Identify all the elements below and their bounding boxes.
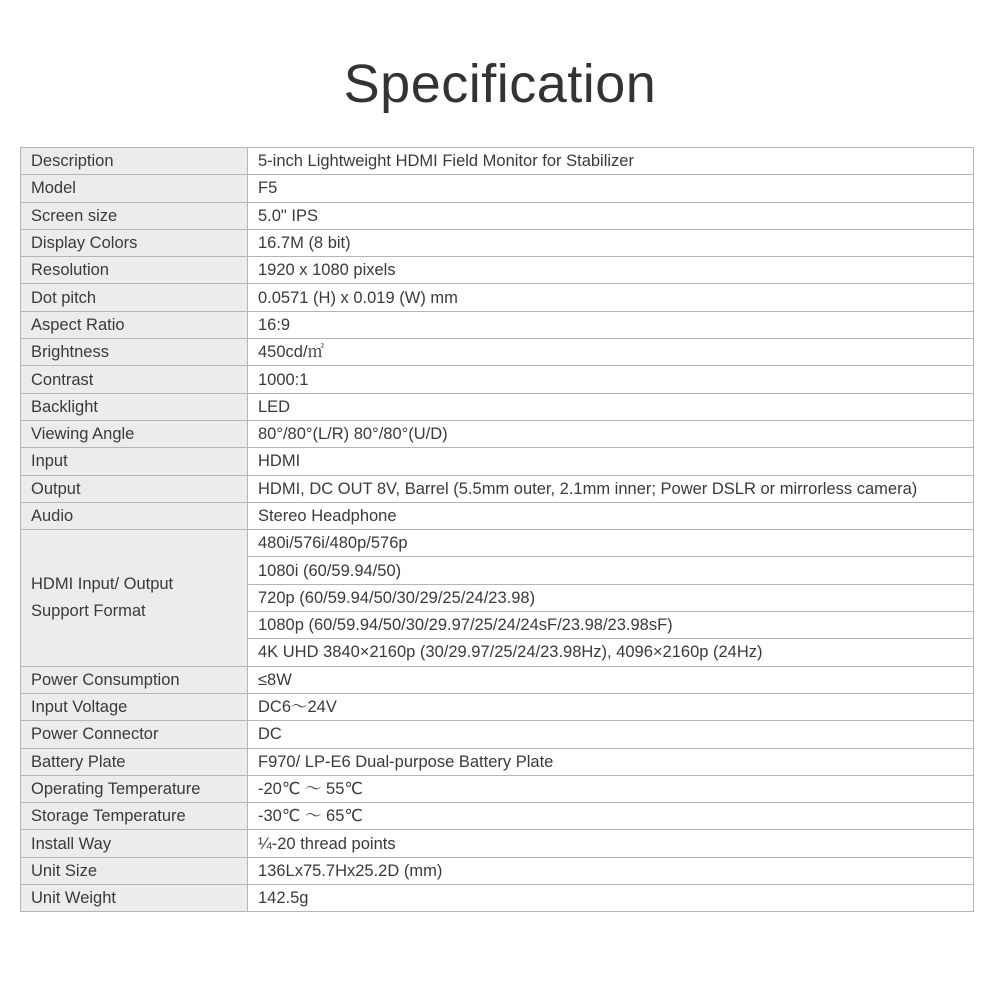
- table-row-hdmi-format: [21, 530, 974, 557]
- spec-label: Viewing Angle: [21, 420, 248, 447]
- spec-label: Power Consumption: [21, 666, 248, 693]
- spec-label: Output: [21, 475, 248, 502]
- spec-label-line: Support Format: [31, 601, 146, 620]
- spec-label: Install Way: [21, 830, 248, 857]
- spec-label: Resolution: [21, 257, 248, 284]
- spec-label: Aspect Ratio: [21, 311, 248, 338]
- spec-value: 1080p (60/59.94/50/30/29.97/25/24/24sF/23.98/23.98sF): [248, 612, 974, 639]
- spec-value: 720p (60/59.94/50/30/29/25/24/23.98): [248, 584, 974, 611]
- spec-value: 5-inch Lightweight HDMI Field Monitor for Stabilizer: [248, 148, 974, 175]
- spec-label: Input: [21, 448, 248, 475]
- spec-label: Brightness: [21, 339, 248, 366]
- spec-label: Audio: [21, 502, 248, 529]
- spec-value: 0.0571 (H) x 0.019 (W) mm: [248, 284, 974, 311]
- spec-value: HDMI: [248, 448, 974, 475]
- table-row-aspect-ratio: [21, 311, 974, 338]
- table-row-viewing-angle: [21, 420, 974, 447]
- spec-label: Backlight: [21, 393, 248, 420]
- spec-label-hdmi-format: [21, 530, 248, 666]
- table-row-brightness: [21, 339, 974, 366]
- spec-label: Input Voltage: [21, 693, 248, 720]
- spec-value: 4K UHD 3840×2160p (30/29.97/25/24/23.98Hz), 4096×2160p (24Hz): [248, 639, 974, 666]
- spec-value: ¼-20 thread points: [248, 830, 974, 857]
- spec-value: HDMI, DC OUT 8V, Barrel (5.5mm outer, 2.1mm inner; Power DSLR or mirrorless camera): [248, 475, 974, 502]
- page-title: Specification: [343, 54, 657, 114]
- table-row-operating-temperature: [21, 775, 974, 802]
- specification-table: [20, 147, 974, 912]
- spec-label: Unit Size: [21, 857, 248, 884]
- table-row-unit-size: [21, 857, 974, 884]
- spec-value: Stereo Headphone: [248, 502, 974, 529]
- spec-value: LED: [248, 393, 974, 420]
- table-row-backlight: [21, 393, 974, 420]
- table-row-install-way: [21, 830, 974, 857]
- spec-label: Display Colors: [21, 229, 248, 256]
- spec-label: Storage Temperature: [21, 803, 248, 830]
- spec-label: Operating Temperature: [21, 775, 248, 802]
- table-row-screen-size: [21, 202, 974, 229]
- spec-value: 142.5g: [248, 885, 974, 912]
- table-row-output: [21, 475, 974, 502]
- spec-label: Power Connector: [21, 721, 248, 748]
- spec-label: Description: [21, 148, 248, 175]
- spec-value: 136Lx75.7Hx25.2D (mm): [248, 857, 974, 884]
- spec-value: ≤8W: [248, 666, 974, 693]
- table-row-input-voltage: [21, 693, 974, 720]
- table-row-battery-plate: [21, 748, 974, 775]
- spec-value: 16:9: [248, 311, 974, 338]
- spec-value: 480i/576i/480p/576p: [248, 530, 974, 557]
- spec-label: Screen size: [21, 202, 248, 229]
- spec-value: 1080i (60/59.94/50): [248, 557, 974, 584]
- table-row-unit-weight: [21, 885, 974, 912]
- table-row-input: [21, 448, 974, 475]
- spec-label: Dot pitch: [21, 284, 248, 311]
- spec-label: Model: [21, 175, 248, 202]
- table-row-description: [21, 148, 974, 175]
- table-row-model: [21, 175, 974, 202]
- spec-value: DC6～24V: [248, 693, 974, 720]
- table-row-power-connector: [21, 721, 974, 748]
- spec-label: Contrast: [21, 366, 248, 393]
- spec-label: Unit Weight: [21, 885, 248, 912]
- spec-label: Battery Plate: [21, 748, 248, 775]
- spec-value: DC: [248, 721, 974, 748]
- table-row-display-colors: [21, 229, 974, 256]
- spec-value: 450cd/㎡: [248, 339, 974, 366]
- spec-value: -20℃ ～ 55℃: [248, 775, 974, 802]
- spec-label-line: HDMI Input/ Output: [31, 574, 174, 593]
- table-row-power-consumption: [21, 666, 974, 693]
- spec-value: 80°/80°(L/R) 80°/80°(U/D): [248, 420, 974, 447]
- table-row-resolution: [21, 257, 974, 284]
- spec-value: 16.7M (8 bit): [248, 229, 974, 256]
- table-row-audio: [21, 502, 974, 529]
- spec-value: F5: [248, 175, 974, 202]
- spec-value: F970/ LP-E6 Dual-purpose Battery Plate: [248, 748, 974, 775]
- spec-value: 5.0" IPS: [248, 202, 974, 229]
- table-row-storage-temperature: [21, 803, 974, 830]
- table-row-dot-pitch: [21, 284, 974, 311]
- spec-value: -30℃ ～ 65℃: [248, 803, 974, 830]
- table-row-contrast: [21, 366, 974, 393]
- spec-value: 1920 x 1080 pixels: [248, 257, 974, 284]
- spec-value: 1000:1: [248, 366, 974, 393]
